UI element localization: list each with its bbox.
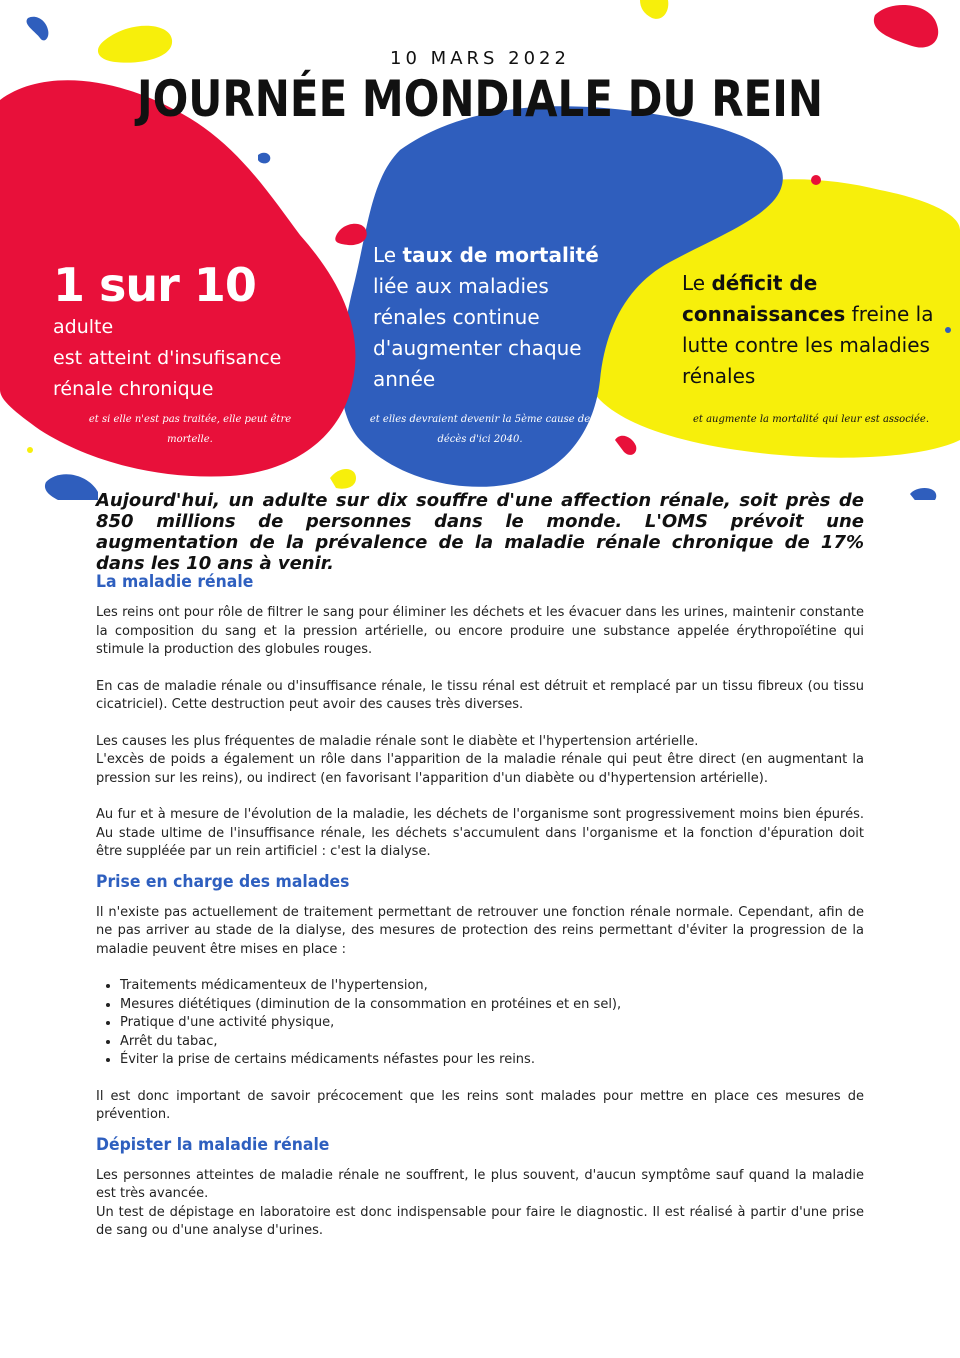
measures-list xyxy=(96,977,864,1070)
red-dot xyxy=(335,224,366,245)
stat-blue-pre: Le xyxy=(373,243,403,267)
stat-red-text: est atteint d'insufisance rénale chronique xyxy=(53,347,282,400)
lead-paragraph: Aujourd'hui, un adulte sur dix souffre d'une affection rénale, soit près de 850 millions de personnes dans le monde. L'OMS prévoit une augmentation de la prévalence de la maladie rénale chronique de 17% dans les 10 ans à venir. xyxy=(96,490,864,574)
list-item: • Mesures diététiques (diminution de la consommation en protéines et en sel), xyxy=(120,996,864,1015)
stat-red-note: et si elle n'est pas traitée, elle peut être mortelle. xyxy=(88,414,292,445)
list-item: • Éviter la prise de certains médicaments néfastes pour les reins. xyxy=(120,1051,864,1070)
paragraph: Les personnes atteintes de maladie rénale ne souffrent, le plus souvent, d'aucun symptôme sauf quand la maladie est très avancée. xyxy=(96,1167,864,1201)
list-item: • Arrêt du tabac, xyxy=(120,1033,864,1052)
stat-blue-text: liée aux maladies rénales continue d'augmenter chaque année xyxy=(373,274,582,391)
page-title: JOURNÉE MONDIALE DU REIN xyxy=(136,70,824,128)
red-dot xyxy=(874,5,938,48)
stat-yellow-pre: Le xyxy=(682,271,712,295)
blue-dot xyxy=(910,488,936,500)
blue-dot xyxy=(27,17,49,41)
section-heading: Dépister la maladie rénale xyxy=(96,1134,330,1155)
paragraph: Les reins ont pour rôle de filtrer le sang pour éliminer les déchets et les évacuer dans les urines, maintenir constante la composition du sang et la pression artérielle, ou encore produire une substance appelée érythropoïétine qui stimule la production des globules rouges. xyxy=(96,605,864,657)
yellow-dot xyxy=(640,0,668,19)
stat-blue-bold: taux de mortalité xyxy=(402,243,599,267)
stat-yellow-text: freine la lutte contre les maladies rénales xyxy=(682,302,934,388)
paragraph: Un test de dépistage en laboratoire est donc indispensable pour faire le diagnostic. Il est réalisé à partir d'une prise de sang ou d'une analyse d'urines. xyxy=(96,1204,864,1238)
blue-dot xyxy=(45,474,98,500)
list-item: • Pratique d'une activité physique, xyxy=(120,1014,864,1033)
paragraph: Il est donc important de savoir précocement que les reins sont malades pour mettre en place ces mesures de prévention. xyxy=(96,1088,864,1122)
section-heading: Prise en charge des malades xyxy=(96,871,350,892)
stat-red-word: adulte xyxy=(53,316,114,338)
yellow-dot xyxy=(945,327,951,333)
stat-red-big: 1 sur 10 xyxy=(53,258,256,312)
paragraph: L'excès de poids a également un rôle dans l'apparition de la maladie rénale qui peut être direct (en augmentant la pression sur les reins), ou indirect (en favorisant l'apparition d'un diabète ou d'hypertension artérielle). xyxy=(96,752,864,786)
stat-yellow-note: et augmente la mortalité qui leur est associée. xyxy=(692,414,930,425)
red-dot xyxy=(811,175,821,185)
blue-dot xyxy=(258,153,270,164)
stat-blue xyxy=(373,240,603,395)
paragraph: Les causes les plus fréquentes de maladie rénale sont le diabète et l'hypertension artérielle. xyxy=(96,733,699,749)
stat-red xyxy=(53,258,303,405)
list-item: • Traitements médicamenteux de l'hypertension, xyxy=(120,977,864,996)
paragraph: Il n'existe pas actuellement de traitement permettant de retrouver une fonction rénale normale. Cependant, afin de ne pas arriver au stade de la dialyse, des mesures de protection des reins permettant d'éviter la progression de la maladie peuvent être mises en place : xyxy=(96,904,864,957)
stat-yellow xyxy=(682,268,944,392)
stat-yellow-bold: déficit de connaissances xyxy=(682,271,846,326)
red-dot xyxy=(615,436,636,455)
yellow-dot xyxy=(27,447,33,453)
paragraph: En cas de maladie rénale ou d'insuffisance rénale, le tissu rénal est détruit et remplacé par un tissu fibreux (ou tissu cicatriciel). Cette destruction peut avoir des causes très diverses. xyxy=(96,678,864,712)
yellow-dot xyxy=(330,469,356,489)
stat-blue-note: et elles devraient devenir la 5ème cause de décès d'ici 2040. xyxy=(369,414,591,445)
event-date: 10 MARS 2022 xyxy=(390,48,570,69)
paragraph: Au fur et à mesure de l'évolution de la maladie, les déchets de l'organisme sont progressivement moins bien épurés. Au stade ultime de l'insuffisance rénale, les déchets s'accumulent dans l'organisme et la fonction d'épuration doit être suppléée par un rein artificiel : c'est la dialyse. xyxy=(96,807,864,859)
article-body xyxy=(96,568,864,1241)
section-heading: La maladie rénale xyxy=(96,572,254,592)
